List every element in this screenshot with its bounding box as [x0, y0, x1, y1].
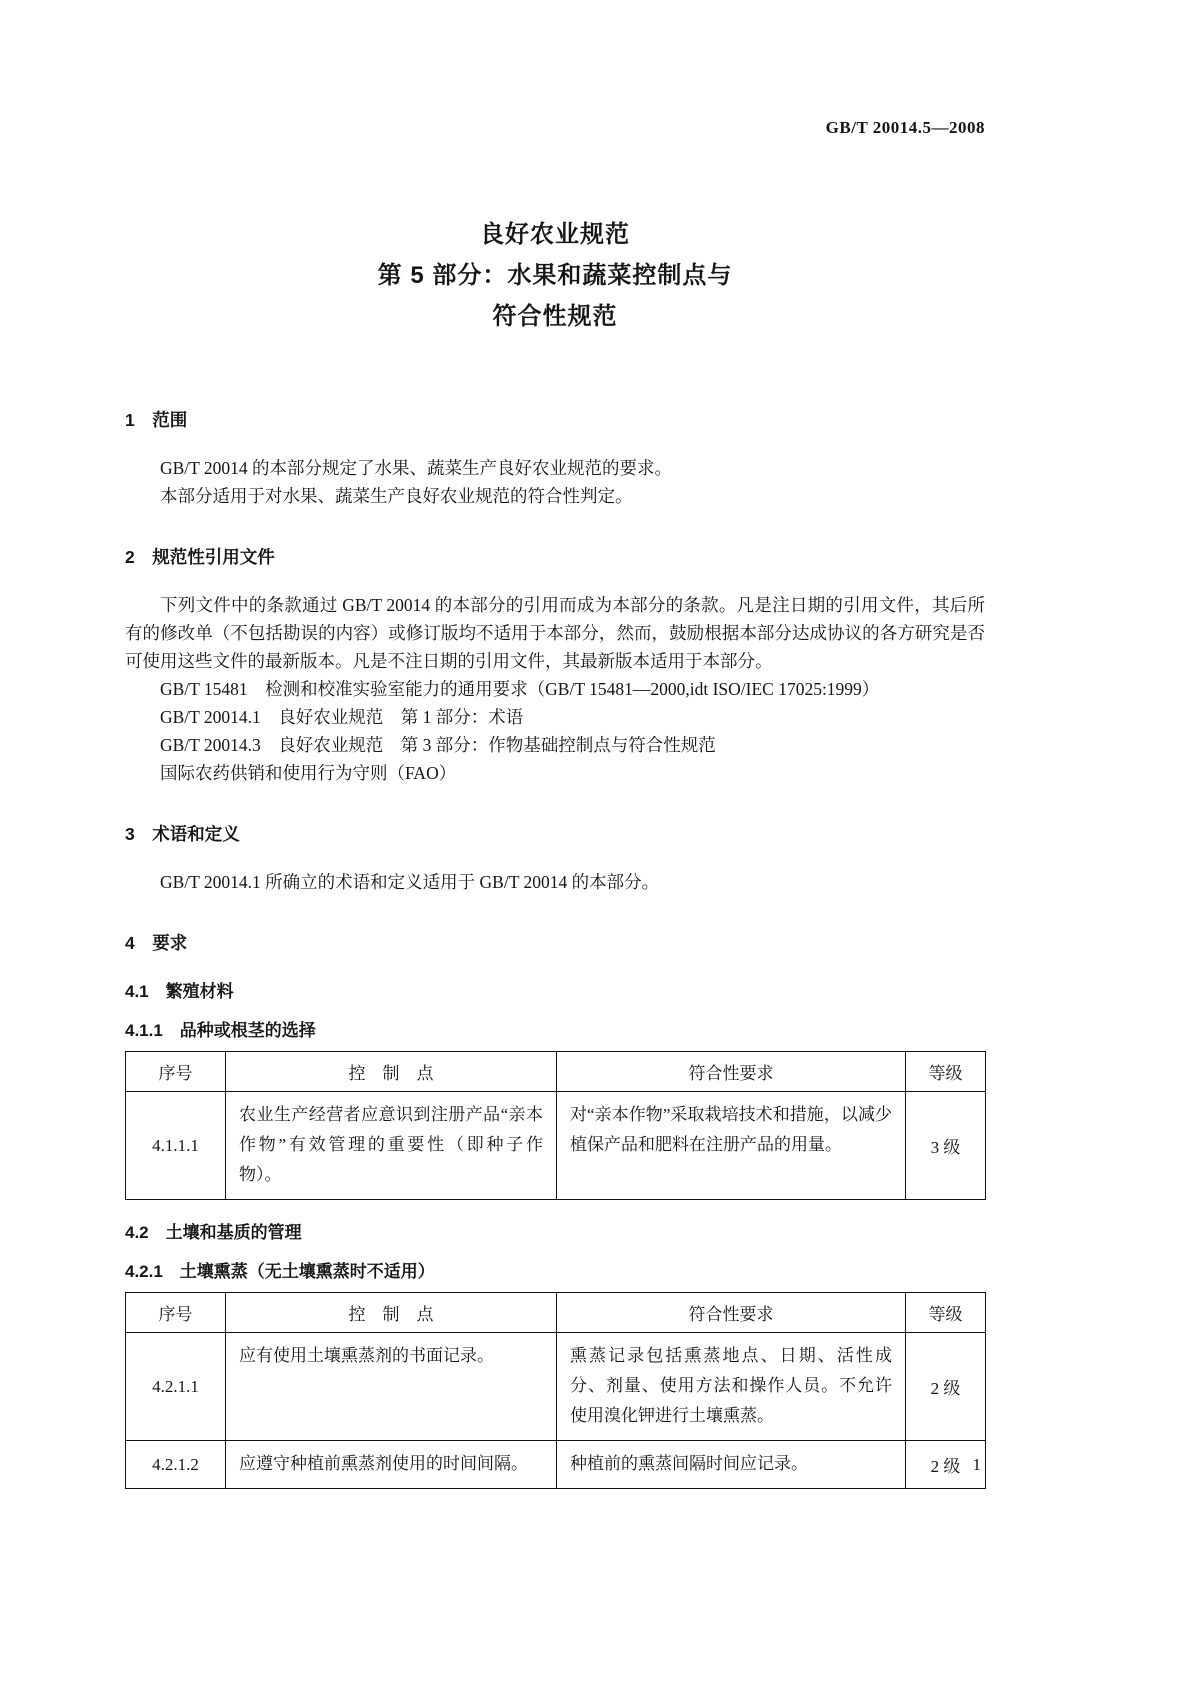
- control-points-table-1: [125, 1051, 986, 1200]
- page-number: 1: [972, 1455, 981, 1474]
- doc-number: GB/T 20014.5—2008: [825, 118, 985, 137]
- title-line-3: 符合性规范: [492, 303, 618, 330]
- table-2-header-control-point: 控 制 点: [226, 1293, 557, 1333]
- section-2-heading: 2 规范性引用文件: [125, 547, 275, 567]
- section-3-heading: 3 术语和定义: [125, 824, 240, 844]
- title-line-1: 良好农业规范: [480, 221, 630, 248]
- table-2-header-level: 等级: [906, 1293, 986, 1333]
- reference-item-3: GB/T 20014.3 良好农业规范 第 3 部分：作物基础控制点与符合性规范: [160, 735, 716, 755]
- cell-control-point: 应遵守种植前熏蒸剂使用的时间间隔。: [226, 1441, 557, 1489]
- cell-id: 4.2.1.1: [126, 1333, 226, 1441]
- table-1-header-requirement: 符合性要求: [557, 1052, 906, 1092]
- section-4-2-heading: 4.2 土壤和基质的管理: [125, 1223, 302, 1242]
- control-points-table-2: [125, 1292, 986, 1489]
- section-4-1-1-heading: 4.1.1 品种或根茎的选择: [125, 1021, 316, 1040]
- reference-item-2: GB/T 20014.1 良好农业规范 第 1 部分：术语: [160, 707, 524, 727]
- table-2-header-row: [126, 1293, 986, 1333]
- section-4-heading: 4 要求: [125, 933, 188, 953]
- cell-control-point: 农业生产经营者应意识到注册产品“亲本作物”有效管理的重要性（即种子作物）。: [226, 1092, 557, 1200]
- table-1-header-control-point: 控 制 点: [226, 1052, 557, 1092]
- section-4-2-1-heading: 4.2.1 土壤熏蒸（无土壤熏蒸时不适用）: [125, 1262, 435, 1281]
- table-2-header-id: 序号: [126, 1293, 226, 1333]
- section-1-heading: 1 范围: [125, 410, 188, 430]
- table-1-header-level: 等级: [906, 1052, 986, 1092]
- cell-control-point: 应有使用土壤熏蒸剂的书面记录。: [226, 1333, 557, 1441]
- section-3-paragraph-1: GB/T 20014.1 所确立的术语和定义适用于 GB/T 20014 的本部分。: [160, 872, 660, 892]
- table-2-row-4212: [126, 1441, 986, 1489]
- document-title: [125, 214, 985, 337]
- table-1-header-id: 序号: [126, 1052, 226, 1092]
- section-1-paragraph-1: GB/T 20014 的本部分规定了水果、蔬菜生产良好农业规范的要求。: [160, 458, 673, 478]
- table-1-header-row: [126, 1052, 986, 1092]
- cell-requirement: 熏蒸记录包括熏蒸地点、日期、活性成分、剂量、使用方法和操作人员。不允许使用溴化钾进行土壤熏蒸。: [557, 1333, 906, 1441]
- section-1-paragraph-2: 本部分适用于对水果、蔬菜生产良好农业规范的符合性判定。: [160, 486, 633, 506]
- cell-id: 4.2.1.2: [126, 1441, 226, 1489]
- cell-level: 2 级: [906, 1333, 986, 1441]
- section-4-1-heading: 4.1 繁殖材料: [125, 982, 234, 1001]
- reference-item-4: 国际农药供销和使用行为守则（FAO）: [160, 763, 457, 783]
- table-2-row-4211: [126, 1333, 986, 1441]
- cell-requirement: 对“亲本作物”采取栽培技术和措施，以减少植保产品和肥料在注册产品的用量。: [557, 1092, 906, 1200]
- cell-id: 4.1.1.1: [126, 1092, 226, 1200]
- cell-level: 2 级: [906, 1441, 986, 1489]
- table-1-row-4111: [126, 1092, 986, 1200]
- table-2-header-requirement: 符合性要求: [557, 1293, 906, 1333]
- section-2-paragraph-1: 下列文件中的条款通过 GB/T 20014 的本部分的引用而成为本部分的条款。凡是注日期的引用文件，其后所有的修改单（不包括勘误的内容）或修订版均不适用于本部分，然而，鼓励根据本部分达成协议的各方研究是否可使用这些文件的最新版本。凡是不注日期的引用文件，其最新版本适用于本部分。: [125, 595, 985, 671]
- cell-requirement: 种植前的熏蒸间隔时间应记录。: [557, 1441, 906, 1489]
- cell-level: 3 级: [906, 1092, 986, 1200]
- title-line-2: 第 5 部分：水果和蔬菜控制点与: [377, 262, 733, 289]
- reference-item-1: GB/T 15481 检测和校准实验室能力的通用要求（GB/T 15481—2000,idt ISO/IEC 17025:1999）: [160, 679, 880, 699]
